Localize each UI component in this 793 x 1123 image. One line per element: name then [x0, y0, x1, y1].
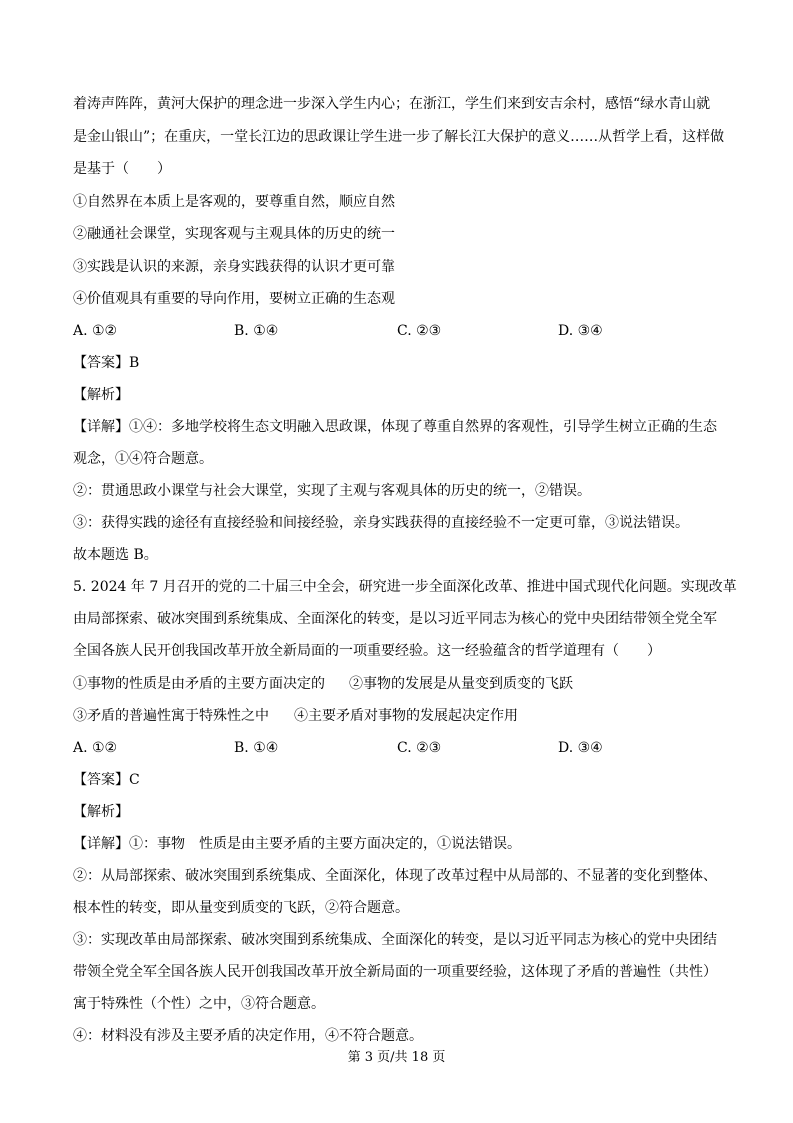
- q5-statement-3: ③矛盾的普遍性寓于特殊性之中: [73, 708, 269, 724]
- page-number-footer: 第 3 页/共 18 页: [347, 1050, 446, 1065]
- q5-analysis-label: 【解析】: [73, 804, 129, 820]
- q5-detail-line-2: ②：从局部探索、破冰突围到系统集成、全面深化，体现了改革过程中从局部的、不显著的变化到整体、: [73, 868, 717, 884]
- q4-statement-3: ③实践是认识的来源，亲身实践获得的认识才更可靠: [73, 259, 395, 275]
- q5-option-c: C. ②③: [397, 740, 442, 756]
- q4-option-a: A. ①②: [73, 323, 118, 339]
- q5-statement-1: ①事物的性质是由矛盾的主要方面决定的: [73, 676, 325, 692]
- q5-statement-row-1: [73, 674, 733, 694]
- q4-option-b: B. ①④: [234, 323, 279, 339]
- q5-detail-line-6: 寓于特殊性（个性）之中，③符合题意。: [73, 996, 325, 1012]
- q4-answer: 【答案】B: [73, 355, 140, 371]
- q4-stem-line-3: 是基于（ ）: [73, 161, 171, 177]
- q5-stem-line-3: 全国各族人民开创我国改革开放全新局面的一项重要经验。这一经验蕴含的哲学道理有（ ）: [73, 643, 661, 659]
- q5-stem-line-2: 由局部探索、破冰突围到系统集成、全面深化的转变，是以习近平同志为核心的党中央团结带领全党全军: [73, 611, 717, 627]
- q4-detail-line-5: 故本题选 B。: [73, 547, 158, 563]
- q4-statement-1: ①自然界在本质上是客观的，要尊重自然，顺应自然: [73, 194, 395, 210]
- q4-analysis-label: 【解析】: [73, 387, 129, 403]
- q5-option-d: D. ③④: [558, 740, 603, 756]
- q5-answer: 【答案】C: [73, 772, 140, 788]
- q4-statement-2: ②融通社会课堂，实现客观与主观具体的历史的统一: [73, 226, 395, 242]
- q4-option-d: D. ③④: [558, 323, 603, 339]
- q4-detail-line-2: 观念，①④符合题意。: [73, 451, 213, 467]
- q5-stem-line-1: 5. 2024 年 7 月召开的党的二十届三中全会，研究进一步全面深化改革、推进中国式现代化问题。实现改革: [73, 579, 737, 595]
- q5-detail-line-5: 带领全党全军全国各族人民开创我国改革开放全新局面的一项重要经验，这体现了矛盾的普遍性（共性）: [73, 964, 717, 980]
- q4-statement-4: ④价值观具有重要的导向作用，要树立正确的生态观: [73, 291, 395, 307]
- q5-option-b: B. ①④: [234, 740, 279, 756]
- q5-detail-line-1: 【详解】①：事物 性质是由主要矛盾的主要方面决定的，①说法错误。: [73, 836, 521, 852]
- q5-statement-2: ②事物的发展是从量变到质变的飞跃: [349, 676, 573, 692]
- q5-option-a: A. ①②: [73, 740, 118, 756]
- q4-stem-line-2: 是金山银山”；在重庆，一堂长江边的思政课让学生进一步了解长江大保护的意义……从哲学上看，这样做: [73, 129, 725, 145]
- q4-detail-line-4: ③：获得实践的途径有直接经验和间接经验，亲身实践获得的直接经验不一定更可靠，③说法错误。: [73, 515, 689, 531]
- q5-detail-line-7: ④：材料没有涉及主要矛盾的决定作用，④不符合题意。: [73, 1028, 423, 1044]
- q4-options: [73, 321, 733, 341]
- q4-detail-line-1: 【详解】①④：多地学校将生态文明融入思政课，体现了尊重自然界的客观性，引导学生树立正确的生态: [73, 419, 717, 435]
- q5-statement-4: ④主要矛盾对事物的发展起决定作用: [294, 708, 518, 724]
- q4-stem-line-1: 着涛声阵阵，黄河大保护的理念进一步深入学生内心；在浙江，学生们来到安吉余村，感悟“绿水青山就: [73, 96, 711, 112]
- q4-option-c: C. ②③: [397, 323, 442, 339]
- q5-detail-line-3: 根本性的转变，即从量变到质变的飞跃，②符合题意。: [73, 900, 409, 916]
- q5-options: [73, 738, 733, 758]
- q5-detail-line-4: ③：实现改革由局部探索、破冰突围到系统集成、全面深化的转变，是以习近平同志为核心的党中央团结: [73, 932, 717, 948]
- q5-statement-row-2: [73, 706, 733, 726]
- q4-detail-line-3: ②：贯通思政小课堂与社会大课堂，实现了主观与客观具体的历史的统一，②错误。: [73, 483, 591, 499]
